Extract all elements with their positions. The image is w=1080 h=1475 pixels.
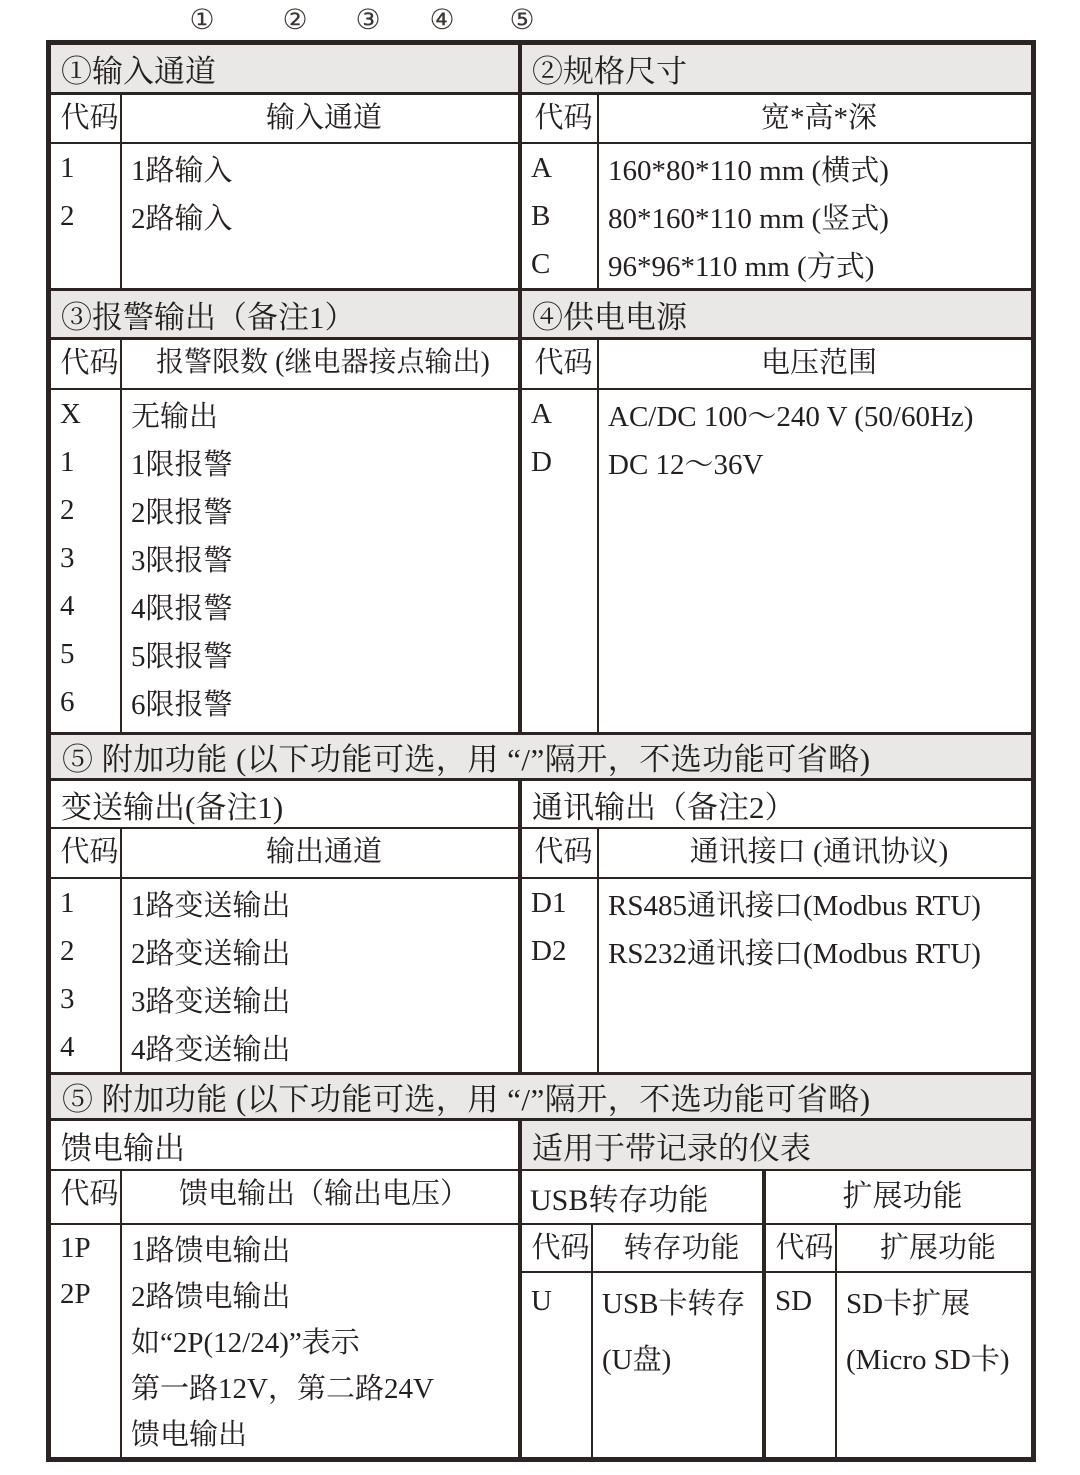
s2-left-row-code: 3 [60, 541, 75, 574]
usb-desc-header: 转存功能 [623, 1232, 740, 1264]
s1-left-row-desc: 2路输入 [131, 202, 233, 235]
s1-right-desc-header: 宽*高*深 [760, 102, 877, 134]
s2-right-row-desc: AC/DC 100～240 V (50/60Hz) [608, 400, 974, 433]
model-selection-table [46, 40, 1036, 1462]
s1-right-row-code: A [531, 151, 552, 184]
s2-left-row-code: X [60, 397, 81, 430]
section4-subheader-row [51, 1171, 1031, 1225]
section3-right-title: 通讯输出（备注2） [532, 789, 796, 825]
ext-desc-header: 扩展功能 [879, 1232, 996, 1264]
s4-left-line: 馈电输出 [131, 1418, 248, 1451]
s3-left-row-code: 1 [60, 886, 75, 919]
s1-right-row-desc: 80*160*110 mm (竖式) [608, 202, 889, 235]
section2-left-title: ③报警输出（备注1） [51, 291, 522, 337]
s3-left-row-code: 3 [60, 982, 75, 1015]
s3-left-code-header: 代码 [51, 829, 122, 877]
usb-transfer-title: USB转存功能 [522, 1171, 766, 1223]
s3-right-row-desc: RS232通讯接口(Modbus RTU) [608, 937, 981, 970]
s2-left-row-desc: 4限报警 [131, 592, 233, 625]
section4-left-title: 馈电输出 [51, 1121, 522, 1169]
s3-left-row-desc: 4路变送输出 [131, 1033, 291, 1066]
expansion-title: 扩展功能 [842, 1180, 963, 1213]
s2-left-desc-header: 报警限数 (继电器接点输出) [156, 347, 490, 378]
section2-body [51, 390, 1031, 735]
s2-left-row-desc: 1限报警 [131, 448, 233, 481]
s2-right-row-desc: DC 12～36V [608, 448, 764, 481]
ext-row-desc-2: (Micro SD卡) [846, 1343, 1010, 1376]
section5-banner-text: ⑤ 附加功能 (以下功能可选，用 “/”隔开，不选功能可省略) [62, 742, 871, 777]
usb-row-code: U [531, 1284, 552, 1317]
s4-left-line: 2路馈电输出 [131, 1280, 291, 1313]
s2-left-row-desc: 3限报警 [131, 544, 233, 577]
s2-left-code-header: 代码 [51, 340, 122, 388]
position-marker-3: ③ [355, 5, 381, 36]
s4-left-line: 第一路12V，第二路24V [131, 1372, 434, 1405]
s2-left-row-desc: 2限报警 [131, 496, 233, 529]
s4-left-row-code: 1P [60, 1231, 91, 1264]
section1-left-title: ①输入通道 [51, 45, 522, 92]
section3-body [51, 879, 1031, 1075]
ext-row-desc: SD卡扩展 [846, 1287, 971, 1320]
expansion-subtable [766, 1225, 1031, 1457]
section1-title-row [51, 45, 1031, 95]
usb-code-header: 代码 [522, 1225, 593, 1271]
section2-right-title: ④供电电源 [532, 299, 687, 335]
section5-banner-text-2: ⑤ 附加功能 (以下功能可选，用 “/”隔开，不选功能可省略) [62, 1082, 871, 1117]
s3-left-row-code: 2 [60, 934, 75, 967]
s2-left-row-desc: 无输出 [131, 400, 219, 433]
s1-left-code-header: 代码 [51, 95, 122, 142]
s3-left-row-desc: 3路变送输出 [131, 985, 291, 1018]
s2-right-code-header: 代码 [522, 340, 599, 388]
section4-body [51, 1225, 1031, 1457]
section4-title-row [51, 1121, 1031, 1171]
position-marker-1: ① [189, 5, 215, 36]
section1-subheader-row [51, 95, 1031, 144]
s2-left-row-code: 6 [60, 685, 75, 718]
section1-body [51, 144, 1031, 291]
section4-right-title: 适用于带记录的仪表 [522, 1121, 1031, 1169]
s1-right-code-header: 代码 [522, 95, 599, 142]
s3-right-row-desc: RS485通讯接口(Modbus RTU) [608, 889, 981, 922]
s2-right-row-code: D [531, 445, 552, 478]
s3-left-row-code: 4 [60, 1030, 75, 1063]
section2-title-row [51, 291, 1031, 340]
section5-banner-row-2 [51, 1075, 1031, 1121]
s3-right-row-code: D2 [531, 934, 567, 967]
s4-left-code-header: 代码 [51, 1171, 122, 1223]
s3-right-desc-header: 通讯接口 (通讯协议) [689, 836, 949, 868]
s1-right-row-code: B [531, 199, 551, 232]
s2-left-row-desc: 6限报警 [131, 688, 233, 721]
section1-right-title: ②规格尺寸 [532, 54, 687, 89]
s3-left-row-desc: 2路变送输出 [131, 937, 291, 970]
s2-left-row-code: 4 [60, 589, 75, 622]
s4-left-row-code: 2P [60, 1277, 91, 1310]
s2-left-row-code: 1 [60, 445, 75, 478]
s4-left-line: 如“2P(12/24)”表示 [131, 1326, 360, 1359]
s3-right-code-header: 代码 [522, 829, 599, 877]
s4-left-desc-header: 馈电输出（输出电压） [178, 1178, 469, 1210]
s2-left-row-code: 5 [60, 637, 75, 670]
s1-left-desc-header: 输入通道 [265, 102, 382, 134]
position-marker-5: ⑤ [509, 5, 535, 36]
s2-right-row-code: A [531, 397, 552, 430]
s1-left-row-desc: 1路输入 [131, 154, 233, 187]
s1-right-row-code: C [531, 247, 551, 280]
s2-left-row-code: 2 [60, 493, 75, 526]
s1-left-row-code: 2 [60, 199, 75, 232]
s1-right-row-desc: 96*96*110 mm (方式) [608, 250, 875, 283]
section3-title-row [51, 781, 1031, 829]
s3-left-row-desc: 1路变送输出 [131, 889, 291, 922]
section5-banner-row [51, 735, 1031, 781]
position-marker-4: ④ [429, 5, 455, 36]
position-marker-2: ② [282, 5, 308, 36]
section3-left-title: 变送输出(备注1) [51, 781, 522, 827]
s3-right-row-code: D1 [531, 886, 567, 919]
s4-left-line: 1路馈电输出 [131, 1234, 291, 1267]
section2-subheader-row [51, 340, 1031, 390]
section3-subheader-row [51, 829, 1031, 879]
ext-row-code: SD [775, 1284, 813, 1317]
usb-row-desc: USB卡转存 [602, 1287, 746, 1320]
ext-code-header: 代码 [766, 1225, 837, 1271]
usb-row-desc-2: (U盘) [602, 1343, 672, 1376]
s2-left-row-desc: 5限报警 [131, 640, 233, 673]
s2-right-desc-header: 电压范围 [760, 347, 877, 379]
usb-transfer-subtable [522, 1225, 766, 1457]
s3-left-desc-header: 输出通道 [265, 836, 382, 868]
s1-left-row-code: 1 [60, 151, 75, 184]
s1-right-row-desc: 160*80*110 mm (横式) [608, 154, 889, 187]
